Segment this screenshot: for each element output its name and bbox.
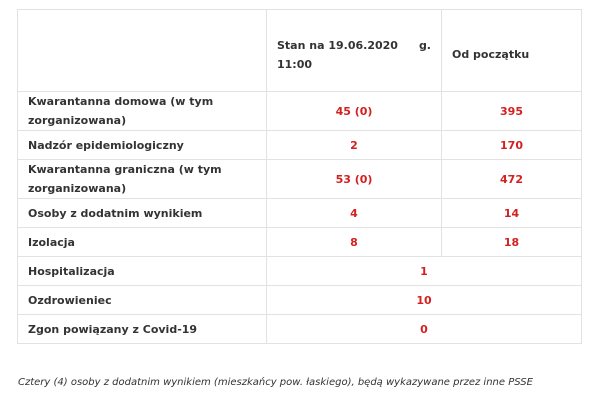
row-merged-value: 0 bbox=[267, 315, 582, 344]
row-label: Ozdrowieniec bbox=[18, 286, 267, 315]
table-row bbox=[18, 160, 582, 199]
table-row bbox=[18, 131, 582, 160]
covid-stats-table bbox=[17, 9, 582, 344]
row-current-value: 2 bbox=[267, 131, 442, 160]
row-total-value: 395 bbox=[442, 92, 582, 131]
row-current-value: 45 (0) bbox=[267, 92, 442, 131]
table-row bbox=[18, 228, 582, 257]
header-empty-cell bbox=[18, 10, 267, 92]
row-total-value: 18 bbox=[442, 228, 582, 257]
header-current-date: Stan na 19.06.2020 bbox=[277, 38, 398, 52]
table-caption: Cztery (4) osoby z dodatnim wynikiem (mieszkańcy pow. łaskiego), będą wykazywane przez inne PSSE bbox=[18, 377, 533, 388]
table-row bbox=[18, 199, 582, 228]
row-label: Kwarantanna graniczna (w tym zorganizowana) bbox=[18, 160, 267, 199]
row-current-value: 4 bbox=[267, 199, 442, 228]
table-row bbox=[18, 257, 582, 286]
row-label: Izolacja bbox=[18, 228, 267, 257]
header-current-time: 11:00 bbox=[277, 57, 313, 71]
table-row bbox=[18, 286, 582, 315]
table-row bbox=[18, 315, 582, 344]
row-total-value: 472 bbox=[442, 160, 582, 199]
row-merged-value: 1 bbox=[267, 257, 582, 286]
row-merged-value: 10 bbox=[267, 286, 582, 315]
row-label: Osoby z dodatnim wynikiem bbox=[18, 199, 267, 228]
row-label: Zgon powiązany z Covid-19 bbox=[18, 315, 267, 344]
row-total-value: 170 bbox=[442, 131, 582, 160]
row-label: Nadzór epidemiologiczny bbox=[18, 131, 267, 160]
row-label: Hospitalizacja bbox=[18, 257, 267, 286]
header-since-start: Od początku bbox=[442, 10, 582, 92]
row-current-value: 8 bbox=[267, 228, 442, 257]
row-total-value: 14 bbox=[442, 199, 582, 228]
row-label: Kwarantanna domowa (w tym zorganizowana) bbox=[18, 92, 267, 131]
header-current-status bbox=[267, 10, 442, 92]
header-current-suffix: g. bbox=[418, 38, 431, 52]
header-row bbox=[18, 10, 582, 92]
table-row bbox=[18, 92, 582, 131]
row-current-value: 53 (0) bbox=[267, 160, 442, 199]
